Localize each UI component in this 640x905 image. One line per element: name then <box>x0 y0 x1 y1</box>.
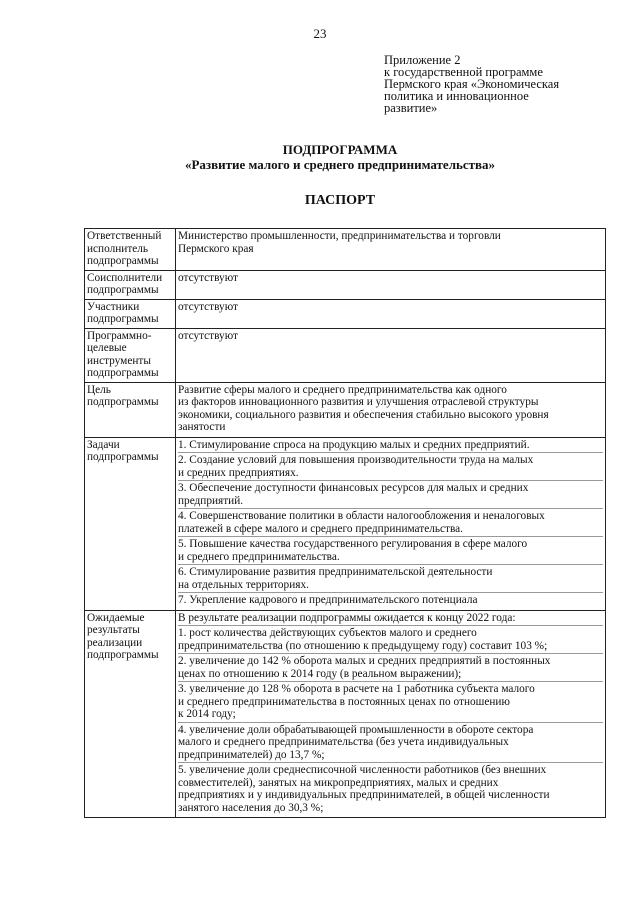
row-value-line: занятого населения до 30,3 %; <box>178 801 324 814</box>
row-value-line: 3. увеличение до 128 % оборота в расчете на 1 работника субъекта малого <box>178 683 535 695</box>
row-label <box>85 437 176 610</box>
row-label-line: Соисполнители <box>87 271 163 284</box>
row-value-line: ценах по отношению к 2014 году (в реальном выражении); <box>178 667 462 680</box>
row-value-line: 4. увеличение доли обрабатывающей промышленности в обороте сектора <box>178 723 534 736</box>
row-label-line: подпрограммы <box>87 367 159 379</box>
row-value-line: малого и среднего предпринимательства (без учета индивидуальных <box>178 736 509 748</box>
row-value-line: предпринимательства (по отношению к предыдущему году) составит 103 %; <box>178 639 548 652</box>
row-value-line: совместителей), занятых на микропредприятиях, малых и средних <box>178 776 499 789</box>
subprogram-title-line2: «Развитие малого и среднего предпринимательства» <box>184 157 496 172</box>
row-label-line: исполнитель <box>87 242 149 255</box>
row-label <box>85 299 176 328</box>
row-label-line: Участники <box>87 300 140 313</box>
row-label <box>85 229 176 271</box>
row-value-line: предприятиях и у индивидуальных предпринимателей, в общей численности <box>178 789 550 801</box>
row-value-line: 4. Совершенствование политики в области налогообложения и неналоговых <box>178 510 545 522</box>
row-value-item <box>178 272 603 286</box>
row-label <box>85 270 176 299</box>
row-value-line: занятости <box>178 421 226 433</box>
appendix-line: Пермского края «Экономическая <box>384 77 560 91</box>
row-value-line: на отдельных территориях. <box>178 578 309 591</box>
row-value-item <box>178 683 603 723</box>
row-value-line: экономики, социального развития и обеспечения стабильно высокого уровня <box>178 408 549 421</box>
row-value-item <box>178 566 603 593</box>
passport-heading: ПАСПОРТ <box>304 193 376 208</box>
row-value-item <box>178 510 603 537</box>
passport-row <box>85 270 606 299</box>
row-value-line: 3. Обеспечение доступности финансовых ресурсов для малых и средних <box>178 482 529 494</box>
appendix-note <box>384 54 624 114</box>
row-label-line: подпрограммы <box>87 255 159 267</box>
row-value-line: отсутствуют <box>178 271 238 284</box>
row-value-line: Министерство промышленности, предпринимательства и торговли <box>178 230 501 242</box>
passport-row <box>85 299 606 328</box>
row-value-line: 7. Укрепление кадрового и предпринимательского потенциала <box>178 594 478 606</box>
row-label-line: подпрограммы <box>87 284 159 296</box>
row-value-line: Пермского края <box>178 242 254 255</box>
row-value <box>176 328 606 382</box>
row-value-item <box>178 538 603 565</box>
row-label-line: Программно- <box>87 329 152 342</box>
row-value-line: предприятий. <box>178 494 244 507</box>
row-value-line: В результате реализации подпрограммы ожидается к концу 2022 года: <box>178 611 516 624</box>
passport-row <box>85 437 606 610</box>
row-value <box>176 610 606 818</box>
row-value-line: из факторов инновационного развития и улучшения отраслевой структуры <box>178 396 539 408</box>
row-value-item <box>178 482 603 509</box>
appendix-line: Приложение 2 <box>384 53 461 67</box>
appendix-line: политика и инновационное <box>384 89 529 103</box>
appendix-line: к государственной программе <box>384 65 543 79</box>
row-label-line: подпрограммы <box>87 396 159 408</box>
row-value-item <box>178 330 603 344</box>
row-value-item <box>178 764 603 815</box>
row-value-item <box>178 301 603 315</box>
row-value-line: 5. увеличение доли среднесписочной численности работников (без внешних <box>178 764 547 776</box>
row-value-line: к 2014 году; <box>178 708 236 720</box>
row-label-line: результаты <box>87 624 140 636</box>
row-value-line: 1. Стимулирование спроса на продукцию малых и средних предприятий. <box>178 438 530 451</box>
passport-row <box>85 328 606 382</box>
row-value <box>176 382 606 437</box>
row-value-item <box>178 384 603 435</box>
row-label-line: Задачи <box>87 438 120 451</box>
page-number: 23 <box>313 26 327 41</box>
passport-row <box>85 382 606 437</box>
row-label-line: подпрограммы <box>87 313 159 325</box>
row-label-line: подпрограммы <box>87 451 159 463</box>
row-label <box>85 382 176 437</box>
row-label-line: подпрограммы <box>87 649 159 661</box>
row-value <box>176 229 606 271</box>
row-value-line: платежей в сфере малого и среднего предпринимательства. <box>178 522 463 535</box>
row-value-item <box>178 655 603 682</box>
row-value-item <box>178 230 603 256</box>
row-value-line: и среднего предпринимательства в постоянных ценах по отношению <box>178 695 510 708</box>
row-value-line: предпринимателей) до 13,7 %; <box>178 748 325 761</box>
row-value-item <box>178 594 603 608</box>
row-value <box>176 299 606 328</box>
row-label <box>85 610 176 818</box>
row-value-line: Развитие сферы малого и среднего предпринимательства как одного <box>178 383 507 396</box>
row-value-line: и средних предприятиях. <box>178 466 299 479</box>
row-value-line: 1. рост количества действующих субъектов малого и среднего <box>178 627 477 639</box>
subprogram-title-line1: ПОДПРОГРАММА <box>282 142 398 157</box>
row-label-line: реализации <box>87 636 143 649</box>
row-value-line: 6. Стимулирование развития предпринимательской деятельности <box>178 566 493 578</box>
passport-row <box>85 610 606 818</box>
row-label-line: целевые <box>87 342 127 354</box>
row-label-line: Ожидаемые <box>87 611 145 624</box>
appendix-line: развитие» <box>384 101 438 115</box>
row-value-item <box>178 627 603 654</box>
row-label <box>85 328 176 382</box>
row-value-line: отсутствуют <box>178 300 238 313</box>
row-value-line: и среднего предпринимательства. <box>178 550 340 563</box>
row-value-line: 5. Повышение качества государственного регулирования в сфере малого <box>178 538 528 550</box>
row-label-line: Ответственный <box>87 230 162 242</box>
row-label-line: Цель <box>87 383 111 396</box>
row-value-item <box>178 724 603 764</box>
passport-table <box>84 228 606 818</box>
subprogram-title <box>0 142 640 172</box>
row-value-line: 2. увеличение до 142 % оборота малых и средних предприятий в постоянных <box>178 655 551 667</box>
row-value-line: отсутствуют <box>178 329 238 342</box>
row-value-item <box>178 454 603 481</box>
row-value-item <box>178 439 603 454</box>
row-value-line: 2. Создание условий для повышения производительности труда на малых <box>178 454 534 466</box>
row-value <box>176 270 606 299</box>
passport-row <box>85 229 606 271</box>
row-label-line: инструменты <box>87 354 151 367</box>
row-value <box>176 437 606 610</box>
row-value-item <box>178 612 603 627</box>
